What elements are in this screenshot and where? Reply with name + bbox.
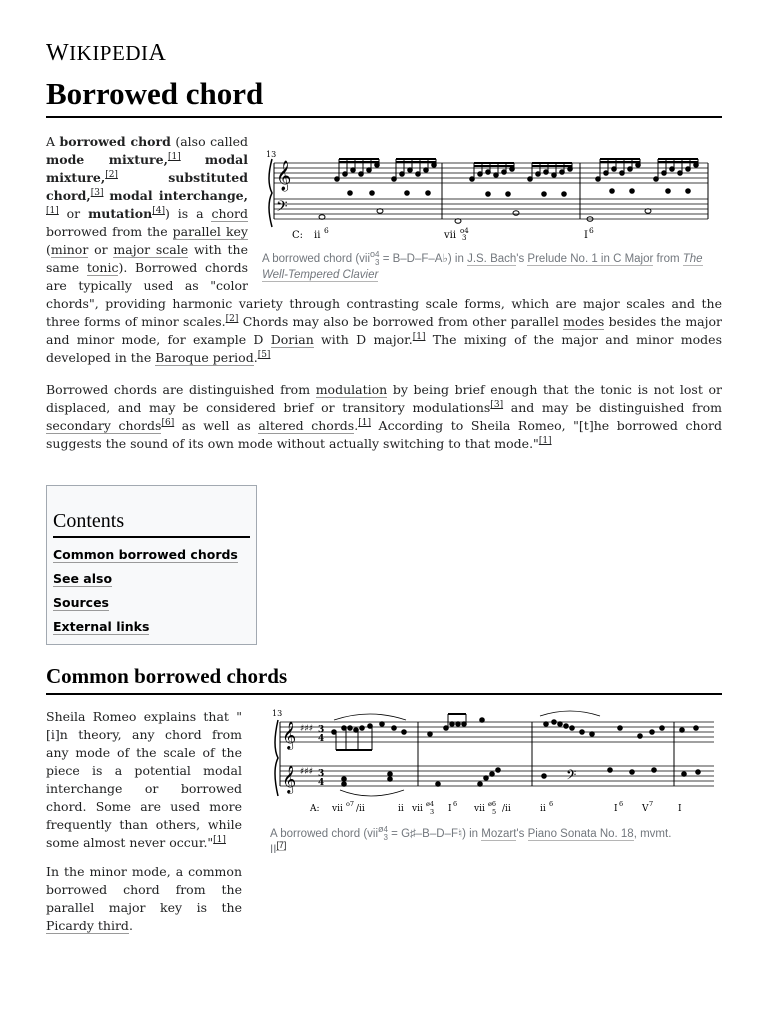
text: (: [46, 242, 51, 257]
citation-link[interactable]: [5]: [257, 349, 271, 360]
toc-item-label: See also: [53, 571, 113, 586]
link-tonic[interactable]: tonic: [86, 260, 119, 275]
chord-label: I: [584, 230, 588, 241]
figure-caption: [262, 251, 722, 283]
chord-label: ii: [540, 804, 546, 814]
section-heading-common-borrowed-chords: Common borrowed chords: [46, 664, 722, 695]
caption-text: 's: [516, 828, 528, 841]
chord-label: vii: [332, 804, 343, 814]
time-sig-icon: 3: [318, 725, 325, 735]
brace: [269, 159, 272, 227]
section1-text: [46, 708, 242, 852]
chord-label: vii: [412, 804, 423, 814]
chord-label: /ii: [356, 804, 365, 814]
citation-link[interactable]: [6]: [161, 417, 175, 428]
bass-staff: [274, 199, 708, 219]
term-bold: mode mixture,: [46, 152, 168, 167]
table-of-contents: [46, 485, 257, 645]
figure-mozart: [270, 706, 722, 858]
chord-label-sup: 6: [324, 226, 329, 235]
text: or: [88, 242, 114, 257]
chord-label-sup: 6: [549, 800, 554, 808]
citation-link[interactable]: [4]: [152, 205, 165, 216]
notes: [332, 711, 701, 796]
citation-link[interactable]: [2]: [105, 169, 118, 180]
text: besides the major and minor mode, for example D: [46, 314, 723, 347]
link-bach[interactable]: J.S. Bach: [467, 253, 517, 266]
text: .: [128, 918, 133, 933]
sharp-icon: ♯♯♯: [300, 724, 314, 734]
citation-link[interactable]: [1]: [538, 435, 552, 446]
term-bold: borrowed chord: [59, 134, 171, 149]
chord-label-sup: 7: [649, 800, 654, 808]
caption-text: A borrowed chord (vii: [262, 253, 371, 266]
mozart-score-image[interactable]: [270, 706, 716, 816]
intro-block: [46, 133, 722, 453]
chord-label-sup: ø6: [488, 800, 497, 808]
citation-link[interactable]: [1]: [412, 331, 426, 342]
caption-sup: ø: [378, 824, 384, 835]
link-dorian[interactable]: Dorian: [270, 332, 314, 347]
treble-staff-upper: [280, 722, 714, 742]
section1-paragraph-1: [46, 708, 242, 852]
citation-link[interactable]: [1]: [167, 151, 181, 162]
time-sig-icon: 4: [318, 778, 325, 788]
treble-clef-icon: 𝄞: [276, 161, 292, 191]
text: or: [58, 206, 89, 221]
link-baroque-period[interactable]: Baroque period: [155, 350, 254, 365]
link-mozart[interactable]: Mozart: [481, 828, 517, 841]
brace: [275, 720, 278, 796]
text: with D major.: [313, 332, 413, 347]
text: A: [46, 134, 60, 149]
text: Borrowed chords are distinguished from: [46, 382, 316, 397]
text: (also called: [170, 134, 248, 149]
toc-title: Contents: [53, 510, 250, 538]
text: borrowed from the: [46, 224, 173, 239]
toc-item-see-also[interactable]: [53, 567, 250, 591]
second-paragraph: [46, 381, 722, 453]
toc-item-label: Common borrowed chords: [53, 547, 238, 562]
citation-link[interactable]: [1]: [46, 205, 59, 216]
figure-bach: [262, 141, 722, 286]
bass-clef-icon: 𝄢: [566, 767, 577, 786]
text: and may be distinguished from: [503, 400, 722, 415]
citation-link[interactable]: [3]: [490, 399, 504, 410]
chord-label: vii: [444, 230, 457, 241]
chord-label-sup: 6: [453, 800, 458, 808]
caption-den: 3: [375, 258, 380, 267]
link-prelude[interactable]: Prelude No. 1 in C Major: [527, 253, 654, 266]
caption-text: A borrowed chord (vii: [270, 828, 379, 841]
caption-text: = G♯–B–D–F♮) in: [387, 828, 482, 841]
link-altered-chords[interactable]: altered chords: [258, 418, 355, 433]
chord-label-sup: 6: [589, 226, 594, 235]
text: .: [354, 418, 359, 433]
section1-text-2: [46, 863, 278, 935]
chord-label-sup: 6: [619, 800, 624, 808]
chord-label-sub: 3: [430, 808, 435, 816]
caption-num: 4: [383, 825, 388, 834]
treble-clef-icon: 𝄞: [282, 765, 297, 793]
time-sig-icon: 4: [318, 734, 325, 744]
wordmark-w: W: [46, 40, 70, 66]
link-wtc[interactable]: The Well-Tempered Clavier: [262, 253, 703, 282]
link-major-scale[interactable]: major scale: [113, 242, 189, 257]
text: According to Sheila Romeo, "[t]he borrowed chord suggests the sound of its own mode without actually switching to that mode.": [46, 418, 722, 451]
caption-text: , mvmt. II: [270, 828, 672, 857]
link-minor[interactable]: minor: [50, 242, 89, 257]
treble-clef-icon: 𝄞: [282, 721, 297, 749]
sharp-icon: ♯♯♯: [300, 767, 314, 777]
link-modes[interactable]: modes: [563, 314, 605, 329]
wikipedia-wordmark[interactable]: [46, 40, 166, 67]
text: ). Borrowed chords are typically used as "color chords", providing harmonic variety through contrasting scale forms, which are major scales and the three forms of minor scales.: [46, 260, 722, 329]
barlines: [280, 722, 674, 786]
bach-score-image[interactable]: [262, 141, 722, 241]
figure-caption: [270, 826, 690, 858]
link-parallel-key[interactable]: parallel key: [172, 224, 248, 239]
text: ) is a: [164, 206, 212, 221]
chord-label: I: [448, 804, 452, 814]
term-bold: substituted chord,: [46, 170, 248, 203]
link-picardy-third[interactable]: Picardy third: [46, 918, 129, 933]
text: Chords may also be borrowed from other parallel: [238, 314, 564, 329]
caption-text: = B–D–F–A♭) in: [379, 253, 468, 266]
toc-list: [53, 543, 250, 639]
term-bold: mutation: [88, 206, 153, 221]
chord-label: V: [642, 804, 649, 814]
term-bold: modal interchange,: [109, 188, 248, 203]
link-modulation[interactable]: modulation: [315, 382, 388, 397]
caption-den: 3: [383, 833, 388, 842]
toc-item-label: Sources: [53, 595, 109, 610]
toc-item-sources[interactable]: [53, 591, 250, 615]
caption-sup: o: [370, 249, 376, 260]
chord-label: ii: [314, 230, 321, 241]
link-piano-sonata-18[interactable]: Piano Sonata No. 18: [527, 828, 634, 841]
citation-link[interactable]: [7]: [276, 840, 287, 851]
toc-item-common-borrowed-chords[interactable]: [53, 543, 250, 567]
term-bold: modal mixture,: [46, 152, 248, 185]
text: with the same: [46, 242, 248, 275]
wordmark-mid: IKIPEDI: [69, 41, 149, 65]
chord-label: vii: [474, 804, 485, 814]
chord-label: /ii: [502, 804, 511, 814]
text: The mixing of the major and minor modes developed in the: [46, 332, 722, 365]
measure-number: 13: [272, 709, 283, 718]
toc-item-external-links[interactable]: [53, 615, 250, 639]
chord-label-sup: o7: [346, 800, 355, 808]
caption-text: from: [653, 253, 683, 266]
chord-label-sup: ø4: [426, 800, 435, 808]
citation-link[interactable]: [1]: [358, 417, 371, 428]
citation-link[interactable]: [3]: [90, 187, 104, 198]
bass-clef-icon: 𝄢: [276, 198, 288, 219]
chord-label: I: [678, 804, 682, 814]
roman-numeral-labels: [309, 800, 682, 816]
key-label: A:: [310, 804, 320, 814]
measure-number: 13: [266, 150, 277, 159]
chord-label-sub: 3: [462, 234, 467, 241]
section1-paragraph-2: [46, 863, 242, 935]
chord-label-sup: o4: [460, 227, 469, 235]
text: .: [253, 350, 258, 365]
text: Sheila Romeo explains that "[i]n theory, any chord from any mode of the scale of the piece is a potential modal interchange or borrowed chord. Some are used more frequently than others, while some almost never occur.": [46, 709, 242, 850]
caption-text: 's: [516, 253, 528, 266]
toc-item-label: External links: [53, 619, 150, 634]
chord-label: I: [614, 804, 618, 814]
wordmark-a: A: [148, 40, 167, 66]
chord-label: ii: [398, 804, 404, 814]
time-sig-icon: 3: [318, 769, 325, 779]
link-secondary-chords[interactable]: secondary chords: [46, 418, 162, 433]
page-title: Borrowed chord: [46, 76, 722, 118]
caption-num: 4: [375, 250, 380, 259]
text: by being brief enough that the tonic is not lost or displaced, and may be considered brief or transitory modulations: [46, 382, 722, 415]
text: In the minor mode, a common borrowed chord from the parallel major key is the: [46, 864, 242, 915]
link-chord[interactable]: chord: [211, 206, 248, 221]
chord-label-sub: 5: [492, 808, 497, 816]
citation-link[interactable]: [1]: [213, 834, 226, 845]
citation-link[interactable]: [2]: [225, 313, 239, 324]
key-label: C:: [292, 230, 304, 241]
text: as well as: [174, 418, 259, 433]
